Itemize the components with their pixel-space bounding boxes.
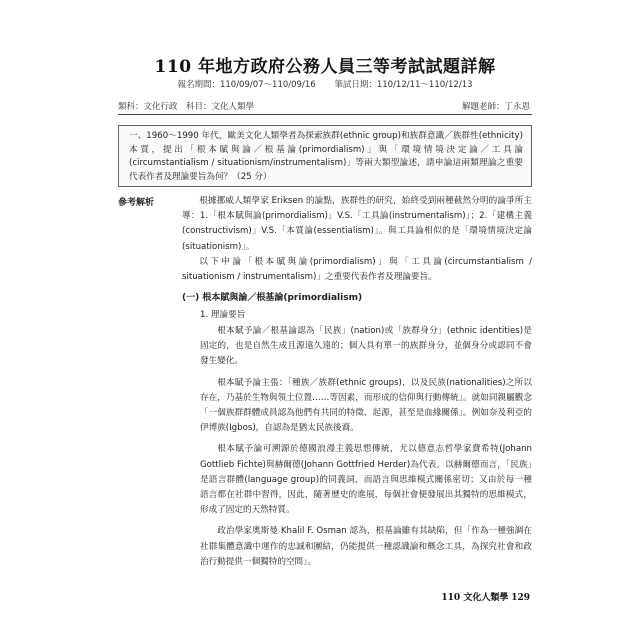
body-paragraph-2: 根本賦予論主張：「種族／族群(ethnic groups)，以及民族(nationalities)之所以存在，乃基於生物與領土位置……等因素，而形成的信仰與行動傳統」。就如同親屬觀念「一個族群群體成員認為他們有共同的特徵、起源，甚至是血緣關係」。例如奈及利亞的伊博族(Igbos)，自認為是猶太民族後裔。 [200, 377, 532, 434]
signup-period: 報名期間：110/09/07～110/09/16 [177, 80, 316, 90]
exam-dates [118, 78, 532, 90]
section-heading: (一) 根本賦與論／根基論(primordialism) [182, 293, 363, 303]
subject-label: 類科：文化行政 科目：文化人類學 [118, 102, 255, 112]
footer-book-title: 110 文化人類學 [441, 593, 509, 603]
answer-paragraph-2: 以下申論「根本賦與論(primordialism)」與「工具論(circumstantialism / situationism / instrumentalism)」之重要代表作者及理論要旨。 [182, 256, 532, 283]
body-paragraph-3: 根本賦予論可溯源於德國浪漫主義思想傳統，尤以德意志哲學家費希特(Johann Gottlieb Fichte)與赫爾德(Johann Gottfried Herder)為代表。以赫爾德而言，「民族」是語言群體(language group)的同義詞，而語言與思維模式關係密切；又由於每一種語言都在社群中習得，因此，隨著歷史的進展，每個社會便發展出其獨特的思維模式，形成了固定的天然特質。 [200, 444, 532, 516]
answer-label: 參考解析 [118, 198, 155, 208]
body-paragraph-4: 政治學家奧斯曼 Khalil F. Osman 認為，根基論雖有其缺陷，但「作為一種強調在社群集體意識中運作的忠誠和團結，仍能提供一種認識論和概念工具，為探究社會和政治行動提供一個獨特的空間」。 [200, 526, 532, 567]
page-footer [441, 590, 530, 603]
answer-paragraph-1: 根據挪威人類學家 Eriksen 的論點，族群性的研究，始終受到兩種截然分明的論爭所主導：1.「根本賦與論(primordialism)」V.S.「工具論(instrumentalism)」；2.「建構主義(constructivism)」V.S.「本質論(essentialism)」。與工具論相似的是「環境情境決定論(situationism)」。 [182, 196, 532, 252]
author-label: 解題老師：丁永恩 [461, 102, 530, 112]
question-text [129, 130, 523, 184]
question-body: 1960～1990 年代，歐美文化人類學者為探索族群(ethnic group)和族群意識／族群性(ethnicity)本質，提出「根本賦與論／根基論(primordialism)」與「環境情境決定論／工具論(circumstantialism / situationism/instrumentalism)」等兩大類型論述，請申論這兩類理論之重要代表作者及理論要旨為何？（25 分） [129, 131, 523, 182]
divider [118, 114, 532, 115]
subsection-heading: 1. 理論要旨 [200, 310, 246, 320]
question-box [118, 125, 532, 187]
answer-intro [182, 194, 532, 285]
written-exam-dates: 筆試日期：110/12/11～110/12/13 [334, 80, 473, 90]
question-number: 一、 [129, 131, 147, 141]
page-number: 129 [511, 593, 530, 603]
document-page [118, 44, 532, 604]
page-title: 110 年地方政府公務人員三等考試試題詳解 [154, 57, 496, 77]
body-paragraph-1: 根本賦予論／根基論認為「民族」(nation)或「族群身分」(ethnic identities)是固定的，也是自然生成且源遠久遠的；個人具有單一的族群身分，並個身分或認同不會發生變化。 [200, 326, 532, 367]
section-body [200, 324, 532, 576]
